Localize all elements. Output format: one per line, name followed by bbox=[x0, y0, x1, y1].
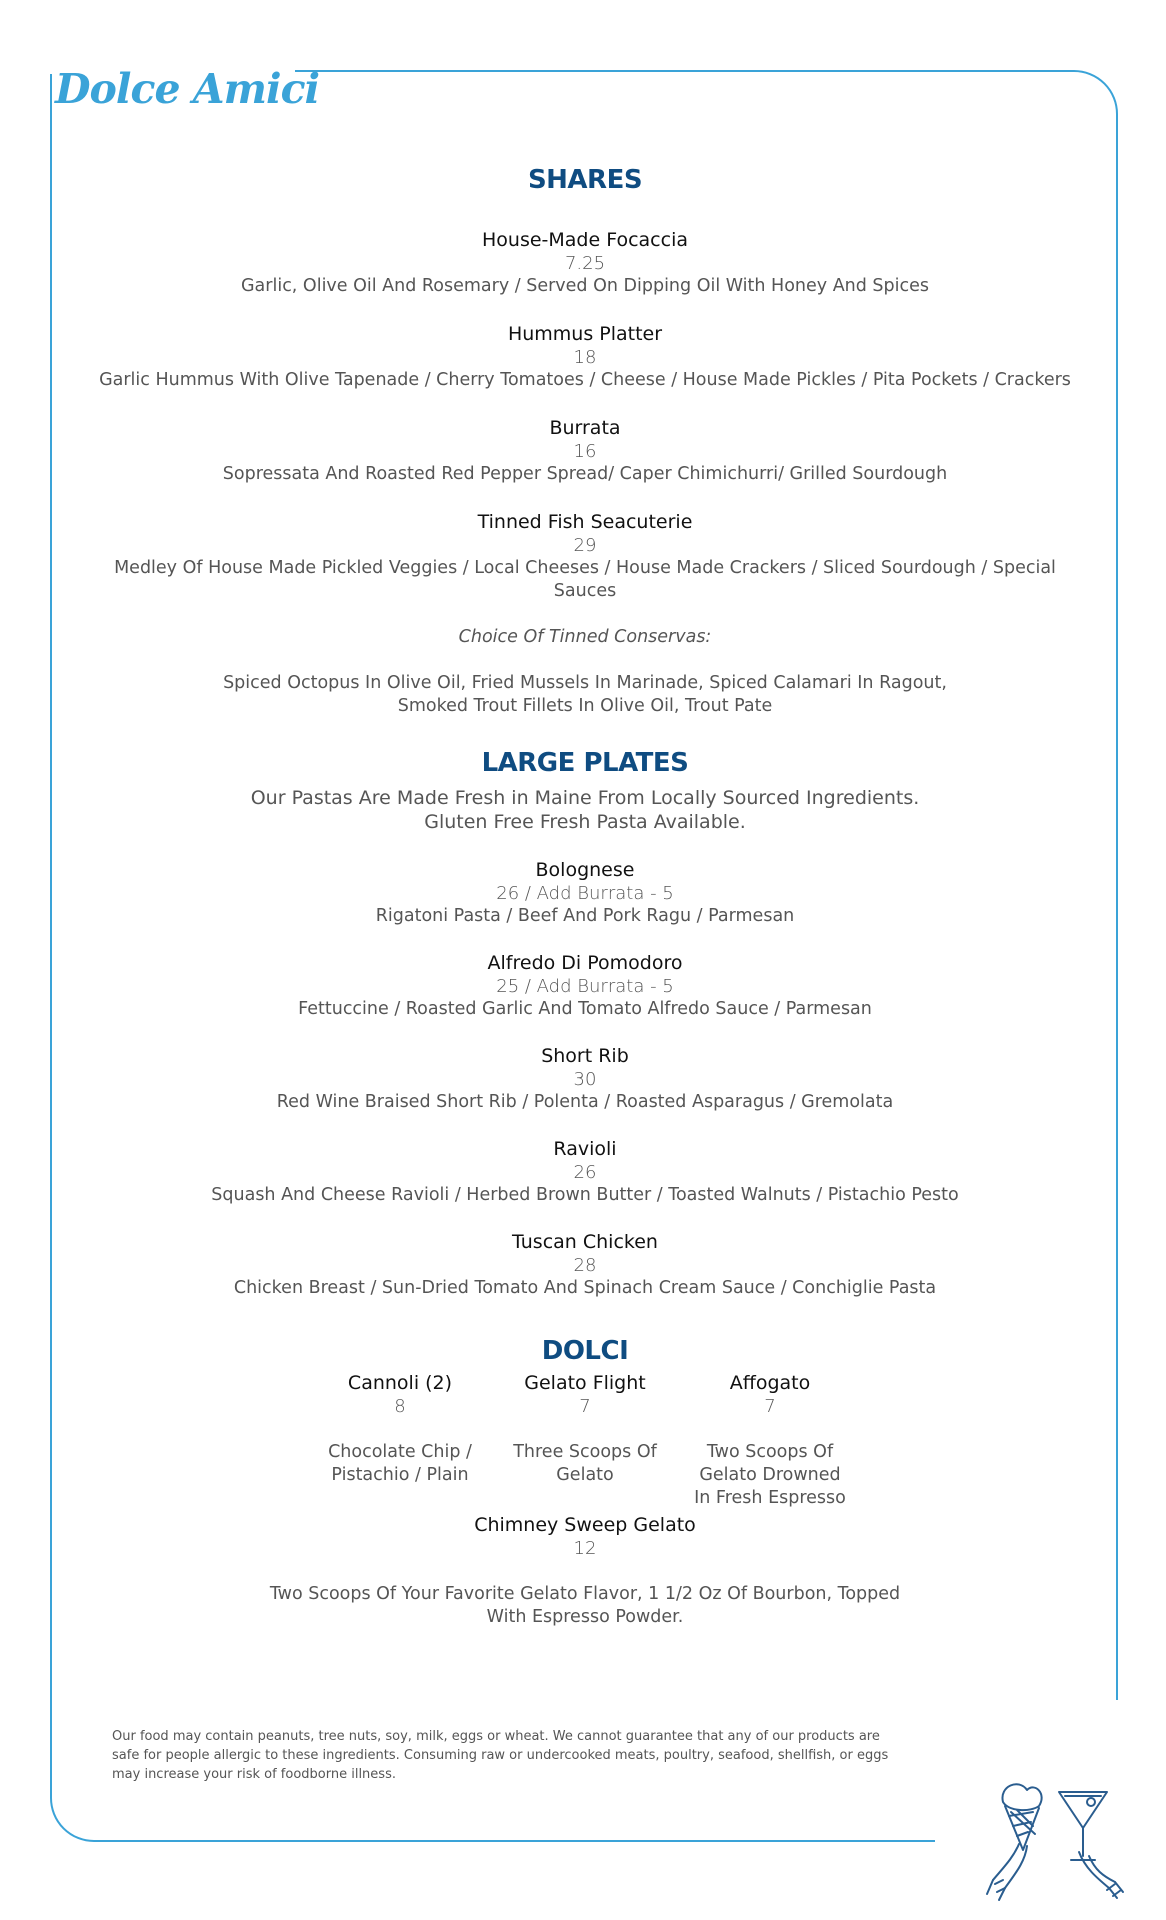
menu-item bbox=[90, 229, 1080, 298]
item-name: Alfredo Di Pomodoro bbox=[487, 952, 683, 974]
item-price: 7.25 bbox=[564, 253, 606, 274]
item-description: Two Scoops Of bbox=[706, 1442, 834, 1462]
item-name: Cannoli (2) bbox=[347, 1372, 453, 1394]
item-price: 12 bbox=[573, 1538, 597, 1559]
item-description: Three Scoops Of bbox=[513, 1442, 657, 1462]
conservas-list-line: Spiced Octopus In Olive Oil, Fried Mussels In Marinade, Spiced Calamari In Ragout, bbox=[223, 673, 947, 693]
menu-item bbox=[90, 323, 1080, 392]
shares-title: SHARES bbox=[527, 165, 643, 195]
item-description: Two Scoops Of Your Favorite Gelato Flavor, 1 1/2 Oz Of Bourbon, Topped bbox=[269, 1584, 901, 1604]
item-description: Red Wine Braised Short Rib / Polenta / Roasted Asparagus / Gremolata bbox=[276, 1092, 894, 1112]
item-description: Fettuccine / Roasted Garlic And Tomato Alfredo Sauce / Parmesan bbox=[298, 999, 872, 1019]
item-description: Chicken Breast / Sun-Dried Tomato And Spinach Cream Sauce / Conchiglie Pasta bbox=[233, 1278, 937, 1298]
item-name: Bolognese bbox=[535, 859, 635, 881]
item-description: Gelato bbox=[556, 1465, 614, 1485]
menu-item bbox=[90, 511, 1080, 603]
large-plates-title: LARGE PLATES bbox=[481, 748, 689, 778]
menu-item bbox=[90, 1231, 1080, 1300]
item-name: Tinned Fish Seacuterie bbox=[477, 511, 693, 533]
item-price: 7 bbox=[764, 1396, 776, 1417]
item-name: House-Made Focaccia bbox=[481, 229, 688, 251]
dolci-item bbox=[493, 1372, 678, 1510]
item-description: Sopressata And Roasted Red Pepper Spread/ Caper Chimichurri/ Grilled Sourdough bbox=[222, 464, 948, 484]
disclaimer-line: may increase your risk of foodborne illness. bbox=[112, 1767, 396, 1782]
item-name: Affogato bbox=[729, 1372, 811, 1394]
item-description: In Fresh Espresso bbox=[694, 1488, 846, 1508]
item-name: Ravioli bbox=[553, 1138, 617, 1160]
conservas-label: Choice Of Tinned Conservas: bbox=[458, 627, 712, 647]
item-name: Burrata bbox=[549, 417, 621, 439]
brand-logo: Dolce Amici bbox=[55, 65, 320, 113]
item-price: 26 bbox=[573, 1162, 597, 1183]
item-price: 30 bbox=[573, 1069, 597, 1090]
item-name: Hummus Platter bbox=[507, 323, 663, 345]
item-description: Chocolate Chip / bbox=[328, 1442, 472, 1462]
item-description: Medley Of House Made Pickled Veggies / Local Cheeses / House Made Crackers / Sliced Sourdough / Special Sauces bbox=[114, 558, 1056, 601]
item-price: 28 bbox=[573, 1255, 597, 1276]
item-price: 8 bbox=[394, 1396, 406, 1417]
menu-item bbox=[90, 952, 1080, 1021]
item-price: 18 bbox=[573, 347, 597, 368]
item-name: Short Rib bbox=[541, 1045, 629, 1067]
item-price: 26 / Add Burrata - 5 bbox=[496, 883, 674, 904]
item-description: Squash And Cheese Ravioli / Herbed Brown Butter / Toasted Walnuts / Pistachio Pesto bbox=[211, 1185, 959, 1205]
disclaimer-line: safe for people allergic to these ingredients. Consuming raw or undercooked meats, poultry, seafood, shellfish, or eggs bbox=[112, 1748, 889, 1763]
menu-item bbox=[90, 417, 1080, 486]
item-description: Gelato Drowned bbox=[699, 1465, 841, 1485]
item-price: 16 bbox=[573, 441, 597, 462]
menu-item bbox=[90, 859, 1080, 928]
item-name: Tuscan Chicken bbox=[512, 1231, 658, 1253]
allergy-disclaimer bbox=[112, 1727, 892, 1784]
item-price: 25 / Add Burrata - 5 bbox=[496, 976, 674, 997]
dolci-item bbox=[678, 1372, 863, 1510]
dolci-row bbox=[90, 1372, 1080, 1510]
item-name: Chimney Sweep Gelato bbox=[474, 1514, 696, 1536]
large-plates-intro: Gluten Free Fresh Pasta Available. bbox=[424, 811, 746, 833]
item-description: With Espresso Powder. bbox=[486, 1607, 684, 1627]
dolci-item bbox=[308, 1372, 493, 1510]
menu-item bbox=[90, 1045, 1080, 1114]
item-description: Rigatoni Pasta / Beef And Pork Ragu / Parmesan bbox=[375, 906, 795, 926]
menu-item bbox=[90, 1138, 1080, 1207]
large-plates-intro: Our Pastas Are Made Fresh in Maine From Locally Sourced Ingredients. bbox=[250, 787, 920, 809]
item-description: Garlic Hummus With Olive Tapenade / Cherry Tomatoes / Cheese / House Made Pickles / Pita Pockets / Crackers bbox=[99, 370, 1071, 390]
disclaimer-line: Our food may contain peanuts, tree nuts, soy, milk, eggs or wheat. We cannot guarantee that any of our products are bbox=[112, 1729, 880, 1744]
conservas-list-line: Smoked Trout Fillets In Olive Oil, Trout Pate bbox=[397, 696, 773, 716]
item-name: Gelato Flight bbox=[524, 1372, 646, 1394]
item-price: 29 bbox=[573, 535, 597, 556]
menu-content bbox=[90, 165, 1080, 1629]
item-description: Pistachio / Plain bbox=[331, 1465, 469, 1485]
menu-item bbox=[90, 1514, 1080, 1629]
item-price: 7 bbox=[579, 1396, 591, 1417]
item-description: Garlic, Olive Oil And Rosemary / Served On Dipping Oil With Honey And Spices bbox=[240, 276, 930, 296]
gelato-martini-illustration-icon bbox=[975, 1772, 1125, 1902]
dolci-title: DOLCI bbox=[541, 1336, 629, 1366]
